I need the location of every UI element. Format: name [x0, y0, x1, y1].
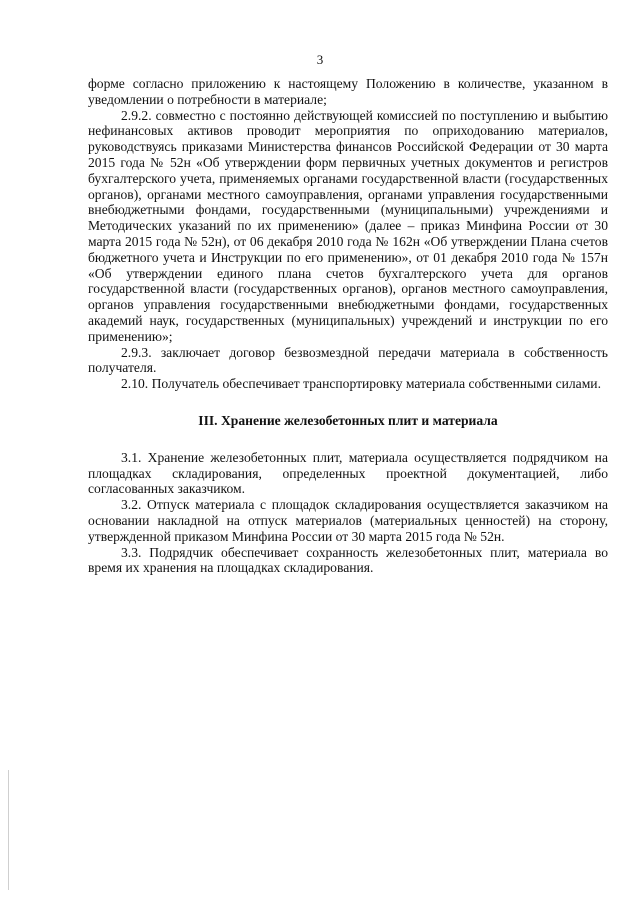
- paragraph-3-3: 3.3. Подрядчик обеспечивает сохранность железобетонных плит, материала во время их хранения на площадках складирования.: [88, 544, 608, 576]
- document-body: [88, 76, 608, 576]
- paragraph-2-10: 2.10. Получатель обеспечивает транспортировку материала собственными силами.: [121, 376, 601, 392]
- page-number: 3: [316, 52, 324, 67]
- scan-margin-line: [8, 770, 9, 890]
- paragraph-2-9-3: 2.9.3. заключает договор безвозмездной передачи материала в собственность получателя.: [88, 344, 608, 376]
- paragraph-2-9-2: 2.9.2. совместно с постоянно действующей комиссией по поступлению и выбытию нефинансовых активов проводит мероприятия по оприходованию материалов, руководствуясь приказами Министерства финансов Российской Федерации от 30 марта 2015 года № 52н «Об утверждении форм первичных учетных документов и регистров бухгалтерского учета, применяемых органами государственной власти (государственных органов), органами местного самоуправления, органами управления государственными внебюджетными фондами, государственными (муниципальными) учреждениями и Методических указаний по их применению» (далее – приказ Минфина России от 30 марта 2015 года № 52н), от 06 декабря 2010 года № 162н «Об утверждении Плана счетов бюджетного учета и Инструкции по его применению», от 01 декабря 2010 года № 157н «Об утверждении единого плана счетов бухгалтерского учета для органов государственной власти (государственных органов), органов местного самоуправления, органов управления государственными внебюджетными фондами, государственных академий наук, государственных (муниципальных) учреждений и инструкции по его применению»;: [88, 107, 608, 344]
- section-heading: III. Хранение железобетонных плит и материала: [198, 412, 498, 428]
- paragraph-3-1: 3.1. Хранение железобетонных плит, материала осуществляется подрядчиком на площадках складирования, определенных проектной документацией, либо согласованных заказчиком.: [88, 449, 608, 497]
- paragraph-3-2: 3.2. Отпуск материала с площадок складирования осуществляется заказчиком на основании накладной на отпуск материалов (материальных ценностей) на сторону, утвержденной приказом Минфина России от 30 марта 2015 года № 52н.: [88, 497, 608, 544]
- paragraph-continuation: форме согласно приложению к настоящему Положению в количестве, указанном в уведомлении о потребности в материале;: [88, 76, 608, 107]
